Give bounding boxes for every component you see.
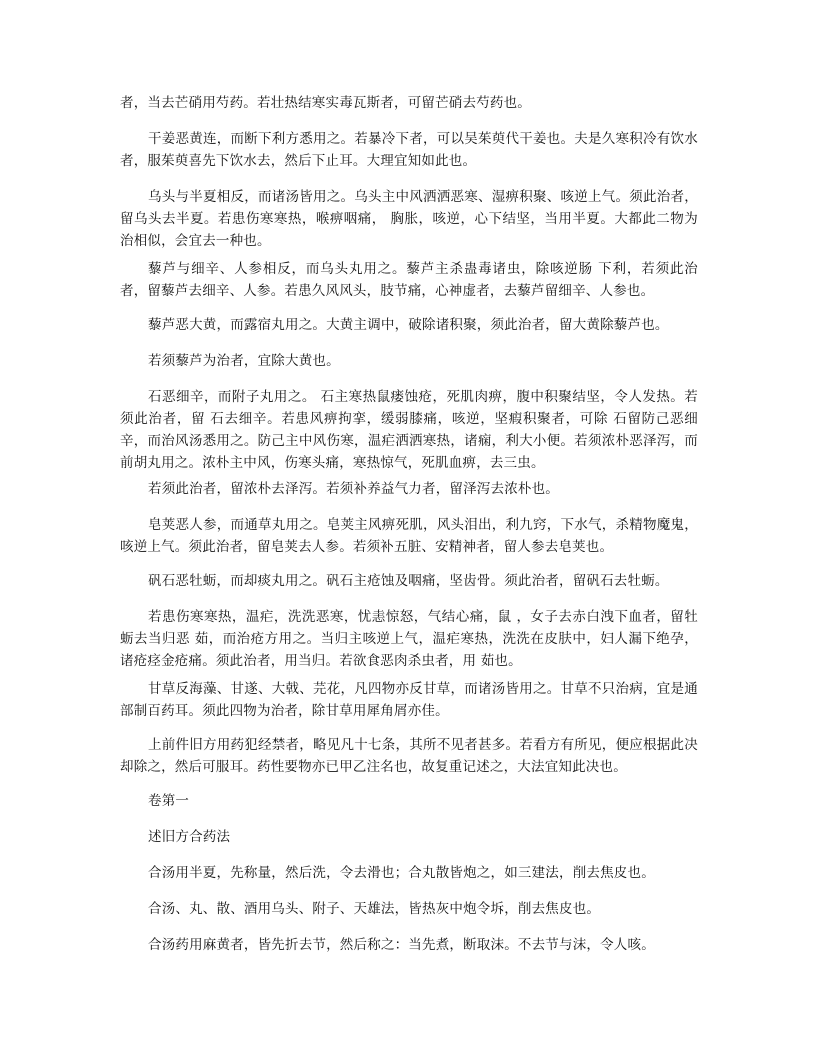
paragraph-continuation: 者，当去芒硝用芍药。若壮热结寒实毒瓦斯者，可留芒硝去芍药也。	[120, 95, 531, 111]
paragraph-lilu-xixin: 藜芦与细辛、人参相反，而乌头丸用之。藜芦主杀蛊毒诸虫，除咳逆肠 下利，若须此治者，留藜芦去细辛、人参。若患久风风头，肢节痛，心神虚者，去藜芦留细辛、人参也。	[120, 261, 698, 299]
paragraph-wutou-fuzi: 合汤、丸、散、酒用乌头、附子、天雄法，皆热灰中炮令坼，削去焦皮也。	[148, 901, 601, 917]
section-heading: 述旧方合药法	[148, 829, 231, 845]
paragraph-lilu-dahuang: 藜芦恶大黄，而露宿丸用之。大黄主调中，破除诸积聚，须此治者，留大黄除藜芦也。	[148, 317, 669, 333]
paragraph-ganjiang: 干姜恶黄连，而断下利方悉用之。若暴冷下者，可以吴茱萸代干姜也。夫是久寒积冷有饮水者，服茱萸喜先下饮水去，然后下止耳。大理宜知如此也。	[120, 131, 698, 169]
paragraph-shi-xixin: 石恶细辛，而附子丸用之。 石主寒热鼠瘘蚀疮，死肌肉痹，腹中积聚结坚，令人发热。若须此治者，留 石去细辛。若患风痹拘挛，缓弱膝痛，咳逆，坚瘕积聚者，可除 石留防己恶细辛，而治风汤悉用之。防己主中风伤寒，温疟洒洒寒热，诸痫，利大小便。若须浓朴恶泽泻，而前胡丸用之。浓朴主中风，伤寒头痛，寒热惊气，死肌血痹，去三虫。	[120, 389, 698, 471]
paragraph-summary: 上前件旧方用药犯经禁者，略见凡十七条，其所不见者甚多。若看方有所见，便应根据此决却除之，然后可服耳。药性要物亦已甲乙注名也，故复重记述之，大法宜知此决也。	[120, 737, 698, 775]
paragraph-fanshi: 矾石恶牡蛎，而却痰丸用之。矾石主疮蚀及咽痛，坚齿骨。须此治者，留矾石去牡蛎。	[148, 573, 669, 589]
paragraph-houpo: 若须此治者，留浓朴去泽泻。若须补养益气力者，留泽泻去浓朴也。	[148, 481, 559, 497]
paragraph-mahuang: 合汤药用麻黄者，皆先折去节，然后称之：当先煮，断取沫。不去节与沫，令人咳。	[148, 937, 655, 953]
paragraph-wutou: 乌头与半夏相反，而诸汤皆用之。乌头主中风洒洒恶寒、湿痹积聚、咳逆上气。须此治者，留乌头去半夏。若患伤寒寒热，喉痹咽痛， 胸胀，咳逆，心下结坚，当用半夏。大都此二物为治相似，会宜去一种也。	[120, 189, 698, 249]
paragraph-gancao: 甘草反海藻、甘遂、大戟、芫花，凡四物亦反甘草，而诸汤皆用之。甘草不只治病，宜是通部制百药耳。须此四物为治者，除甘草用犀角屑亦佳。	[120, 681, 698, 719]
paragraph-lilu-note: 若须藜芦为治者，宜除大黄也。	[148, 353, 340, 369]
paragraph-banxia: 合汤用半夏，先称量，然后洗，令去滑也；合丸散皆炮之，如三建法，削去焦皮也。	[148, 865, 655, 881]
paragraph-zaojia: 皂荚恶人参，而通草丸用之。皂荚主风痹死肌，风头泪出，利九窍，下水气，杀精物魔鬼，咳逆上气。须此治者，留皂荚去人参。若须补五脏、安精神者，留人参去皂荚也。	[120, 517, 698, 555]
volume-heading: 卷第一	[148, 793, 190, 809]
paragraph-muli: 若患伤寒寒热，温疟，洗洗恶寒，忧恚惊怒，气结心痛，鼠 ，女子去赤白洩下血者，留牡蛎去当归恶 茹，而治疮方用之。当归主咳逆上气，温疟寒热，洗洗在皮肤中，妇人漏下绝孕，诸疮痉金疮痛。须此治者，用当归。若欲食恶肉杀虫者，用 茹也。	[120, 609, 698, 669]
